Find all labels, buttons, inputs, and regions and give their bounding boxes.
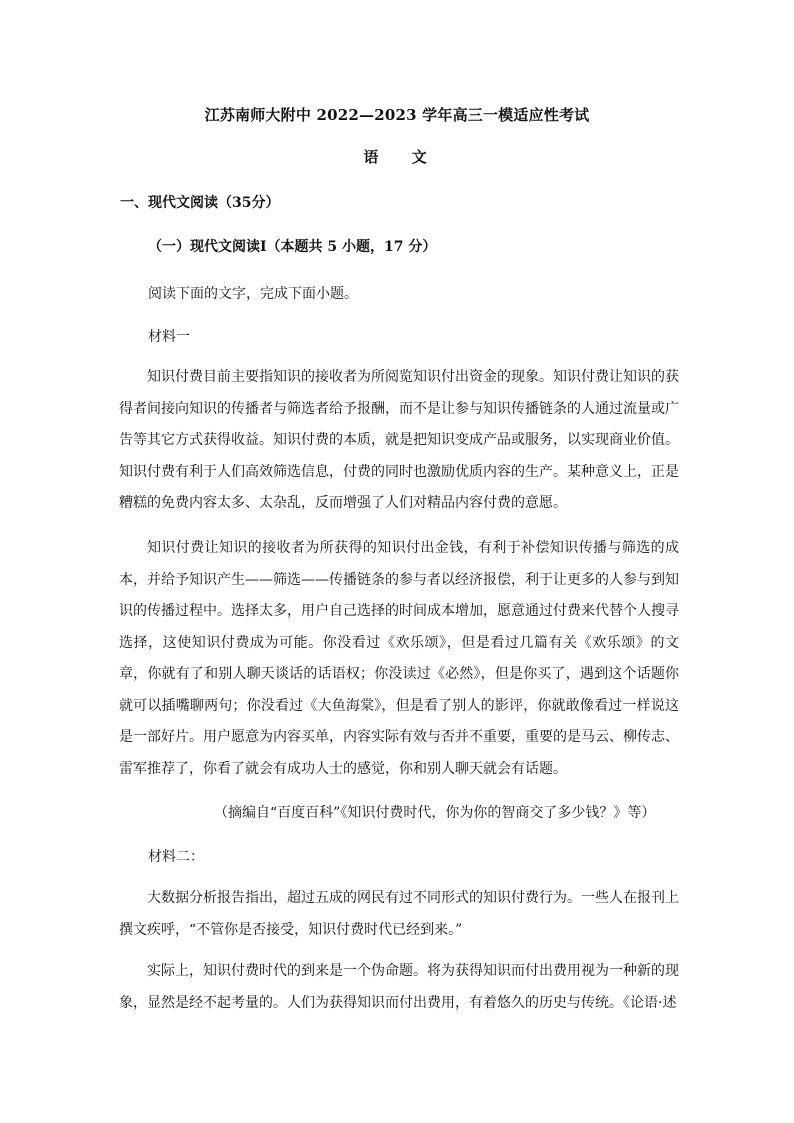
- material1-paragraph-2: 知识付费让知识的接收者为所获得的知识付出金钱，有利于补偿知识传播与筛选的成本，并给予知识产生——筛选——传播链条的参与者以经济报偿，利于让更多的人参与到知识的传播过程中。选择太多，用户自己选择的时间成本增加，愿意通过付费来代替个人搜寻选择，这使知识付费成为可能。你没看过《欢乐颂》，但是看过几篇有关《欢乐颂》的文章，你就有了和别人聊天谈话的话语权；你没读过《必然》，但是你买了，遇到这个话题你就可以插嘴聊两句；你没看过《大鱼海棠》，但是看了别人的影评，你就敢像看过一样说这是一部好片。用户愿意为内容买单，内容实际有效与否并不重要，重要的是马云、柳传志、雷军推荐了，你看了就会有成功人士的感觉，你和别人聊天就会有话题。: [119, 540, 679, 777]
- section-heading: 一、现代文阅读（35分）: [120, 195, 280, 211]
- material2-paragraph-2: 实际上，知识付费时代的到来是一个伪命题。将为获得知识而付出费用视为一种新的现象，显然是经不起考量的。人们为获得知识而付出费用，有着悠久的历史与传统。《论语·述: [119, 963, 679, 1011]
- sub-section-heading: （一）现代文阅读Ⅰ（本题共 5 小题，17 分）: [148, 239, 437, 255]
- material2-paragraph-1: 大数据分析报告指出，超过五成的网民有过不同形式的知识付费行为。一些人在报刊上撰文疾呼，“不管你是否接受，知识付费时代已经到来。”: [119, 890, 679, 938]
- material1-paragraph-1: 知识付费目前主要指知识的接收者为所阅览知识付出资金的现象。知识付费让知识的获得者间接向知识的传播者与筛选者给予报酬，而不是让参与知识传播链条的人通过流量或广告等其它方式获得收益。知识付费的本质，就是把知识变成产品或服务，以实现商业价值。知识付费有利于人们高效筛选信息，付费的同时也激励优质内容的生产。某种意义上，正是糟糕的免费内容太多、太杂乱，反而增强了人们对精品内容付费的意愿。: [119, 369, 679, 511]
- instruction-text: 阅读下面的文字，完成下面小题。: [148, 286, 358, 302]
- material2-label: 材料二：: [148, 849, 204, 865]
- material1-label: 材料一: [148, 329, 190, 345]
- exam-title: 江苏南师大附中 2022—2023 学年高三一模适应性考试: [204, 106, 590, 124]
- subject-title: 语 文: [363, 148, 441, 166]
- source-citation: （摘编自“百度百科”《知识付费时代，你为你的智商交了多少钱？》等）: [214, 805, 656, 821]
